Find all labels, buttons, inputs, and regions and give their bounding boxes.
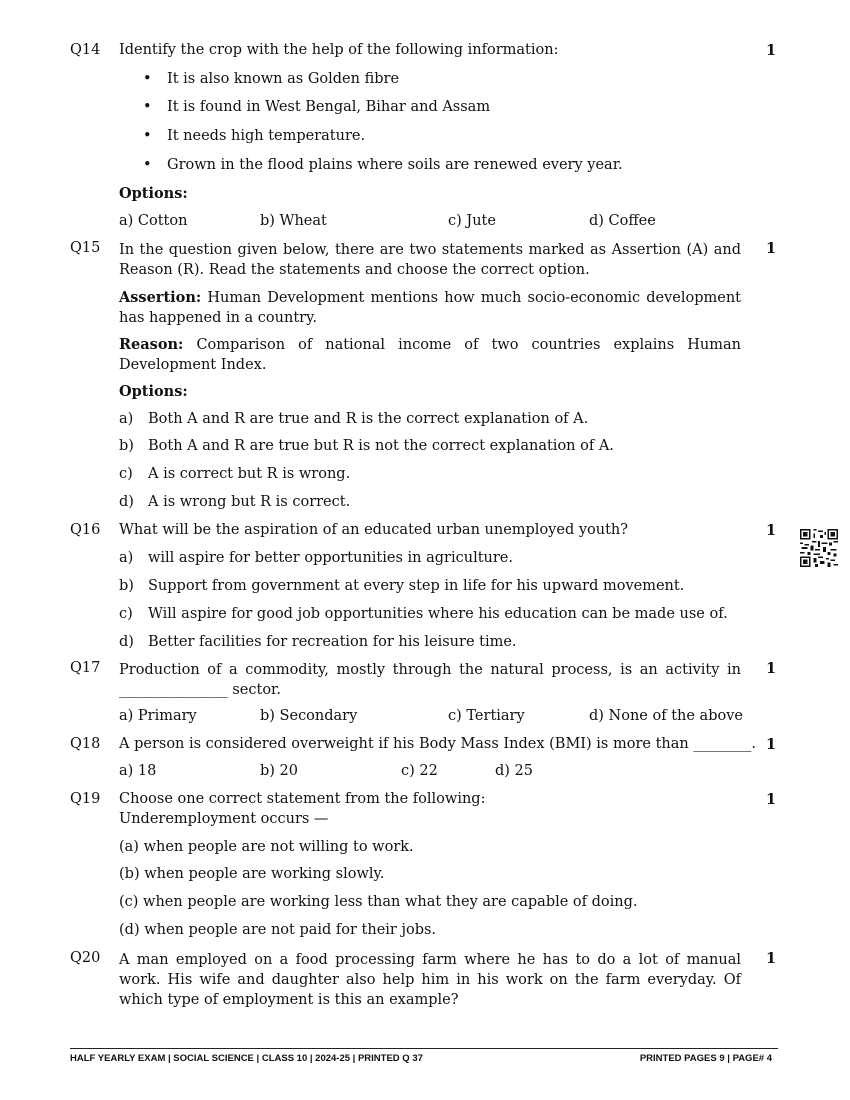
bullet-item: • It needs high temperature. <box>167 128 365 144</box>
option-b: b) Wheat <box>260 213 327 229</box>
option-d: d) Better facilities for recreation for his leisure time. <box>119 634 517 650</box>
options-label: Options: <box>119 185 188 202</box>
option-c: c) Will aspire for good job opportunities where his education can be made use of. <box>119 606 728 622</box>
option-b: b) Both A and R are true but R is not the correct explanation of A. <box>119 438 614 454</box>
question-marks: 1 <box>766 660 777 677</box>
question-text: A man employed on a food processing farm where he has to do a lot of manual work. His wife and daughter also help him in his work on the farm everyday. Of which type of employment is this an example? <box>119 952 741 1008</box>
option-d: d) 25 <box>495 763 533 779</box>
option-a: a) Primary <box>119 708 197 724</box>
option-b: b) Support from government at every step in life for his upward movement. <box>119 578 685 594</box>
question-number: Q17 <box>70 660 101 676</box>
question-text: Production of a commodity, mostly through the natural process, is an activity in _______________ sector. <box>119 662 741 698</box>
question-subtext: Underemployment occurs — <box>119 811 329 827</box>
option-d: (d) when people are not paid for their jobs. <box>119 922 437 938</box>
bullet-item: • It is also known as Golden fibre <box>167 71 399 87</box>
page-footer <box>70 1048 778 1064</box>
option-a: a) will aspire for better opportunities in agriculture. <box>119 550 513 566</box>
option-c: c) 22 <box>401 763 438 779</box>
assertion <box>119 288 741 328</box>
question-marks: 1 <box>766 791 777 808</box>
question-marks: 1 <box>766 42 777 59</box>
question-text: What will be the aspiration of an educated urban unemployed youth? <box>119 522 629 538</box>
option-b: b) 20 <box>260 763 298 779</box>
assertion-label: Assertion: <box>119 289 202 306</box>
question-number: Q18 <box>70 736 101 752</box>
question-marks: 1 <box>766 522 777 539</box>
bullet-item: • Grown in the flood plains where soils are renewed every year. <box>167 157 623 173</box>
option-a: a) Cotton <box>119 213 188 229</box>
footer-page-info: PRINTED PAGES 9 | PAGE# 4 <box>639 1053 772 1064</box>
option-d: d) A is wrong but R is correct. <box>119 494 351 510</box>
question-number: Q16 <box>70 522 101 538</box>
question-number: Q14 <box>70 42 101 58</box>
option-b: b) Secondary <box>260 708 358 724</box>
options-label: Options: <box>119 383 188 400</box>
reason-label: Reason: <box>119 336 184 353</box>
footer-exam-info: HALF YEARLY EXAM | SOCIAL SCIENCE | CLASS 10 | 2024-25 | PRINTED Q 37 <box>70 1053 423 1064</box>
question-text: A person is considered overweight if his Body Mass Index (BMI) is more than ________. <box>119 736 756 752</box>
option-a: a) Both A and R are true and R is the correct explanation of A. <box>119 411 589 427</box>
question-marks: 1 <box>766 736 777 753</box>
question-text: In the question given below, there are two statements marked as Assertion (A) and Reason (R). Read the statements and choose the correct option. <box>119 242 741 278</box>
question-text: Choose one correct statement from the following: <box>119 791 486 807</box>
option-a: a) 18 <box>119 763 157 779</box>
option-c: c) Jute <box>448 213 496 229</box>
option-c: (c) when people are working less than what they are capable of doing. <box>119 894 638 910</box>
option-b: (b) when people are working slowly. <box>119 866 385 882</box>
question-text: Identify the crop with the help of the following information: <box>119 42 559 58</box>
question-marks: 1 <box>766 950 777 967</box>
option-d: d) Coffee <box>589 213 656 229</box>
reason <box>119 335 741 375</box>
option-c: c) Tertiary <box>448 708 525 724</box>
assertion-text: Human Development mentions how much socio-economic development has happened in a country. <box>119 290 741 326</box>
option-d: d) None of the above <box>589 708 743 724</box>
bullet-item: • It is found in West Bengal, Bihar and Assam <box>167 99 490 115</box>
question-number: Q19 <box>70 791 101 807</box>
option-a: (a) when people are not willing to work. <box>119 839 414 855</box>
question-number: Q20 <box>70 950 101 966</box>
question-number: Q15 <box>70 240 101 256</box>
reason-text: Comparison of national income of two countries explains Human Development Index. <box>119 337 741 373</box>
question-marks: 1 <box>766 240 777 257</box>
qr-code-icon <box>800 529 838 567</box>
option-c: c) A is correct but R is wrong. <box>119 466 351 482</box>
